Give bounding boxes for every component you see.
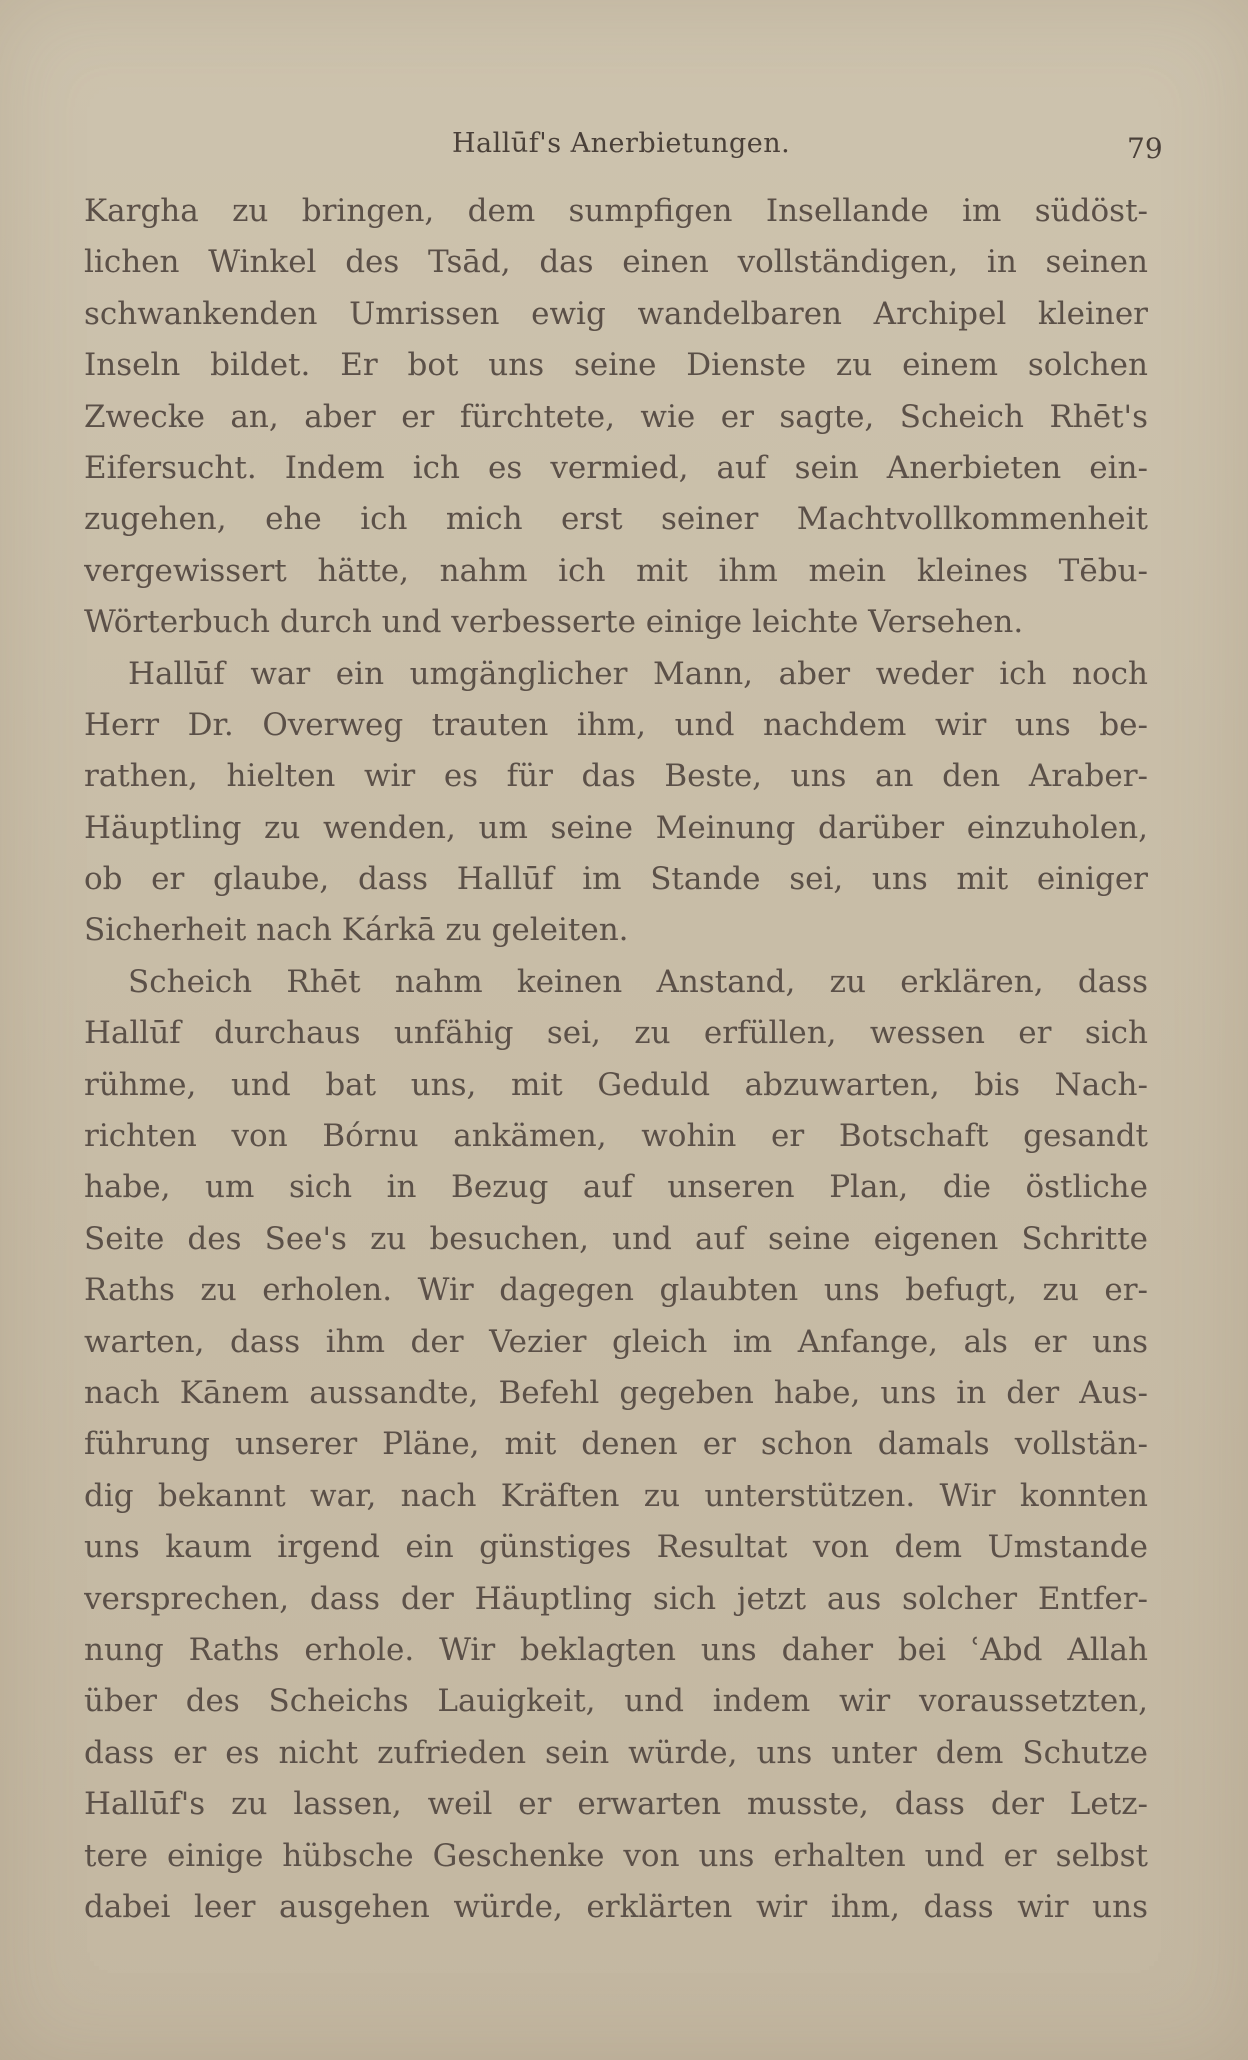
page-number: 79 bbox=[1127, 132, 1163, 165]
text-line: dabei leer ausgehen würde, erklärten wir ihm, dass wir uns bbox=[84, 1888, 1148, 1925]
text-line: nung Raths erhole. Wir beklagten uns daher bei ʿAbd Allah bbox=[84, 1631, 1148, 1668]
text-line: warten, dass ihm der Vezier gleich im Anfange, als er uns bbox=[84, 1323, 1148, 1360]
text-line: zugehen, ehe ich mich erst seiner Machtvollkommenheit bbox=[84, 501, 1148, 538]
text-line: führung unserer Pläne, mit denen er schon damals vollstän- bbox=[84, 1426, 1148, 1463]
text-line: Häuptling zu wenden, um seine Meinung darüber einzuholen, bbox=[84, 809, 1148, 846]
text-line: Hallūf's zu lassen, weil er erwarten musste, dass der Letz- bbox=[84, 1786, 1148, 1823]
text-line: Scheich Rhēt nahm keinen Anstand, zu erklären, dass bbox=[128, 963, 1148, 1000]
text-line: rühme, und bat uns, mit Geduld abzuwarten, bis Nach- bbox=[84, 1066, 1148, 1103]
text-line: Seite des See's zu besuchen, und auf seine eigenen Schritte bbox=[84, 1220, 1148, 1257]
text-line: tere einige hübsche Geschenke von uns erhalten und er selbst bbox=[84, 1837, 1148, 1874]
text-line: Wörterbuch durch und verbesserte einige leichte Versehen. bbox=[84, 604, 1024, 641]
running-head bbox=[0, 128, 1248, 172]
text-line: versprechen, dass der Häuptling sich jetzt aus solcher Entfer- bbox=[84, 1580, 1148, 1617]
running-head-title: Hallūf's Anerbietungen. bbox=[452, 128, 791, 159]
text-line: Raths zu erholen. Wir dagegen glaubten uns befugt, zu er- bbox=[84, 1272, 1148, 1309]
text-line: Hallūf war ein umgänglicher Mann, aber weder ich noch bbox=[128, 655, 1148, 692]
text-line: uns kaum irgend ein günstiges Resultat von dem Umstande bbox=[84, 1529, 1148, 1566]
text-line: rathen, hielten wir es für das Beste, uns an den Araber- bbox=[84, 758, 1148, 795]
text-line: ob er glaube, dass Hallūf im Stande sei, uns mit einiger bbox=[84, 861, 1148, 898]
text-line: Sicherheit nach Kárkā zu geleiten. bbox=[84, 912, 629, 949]
text-line: lichen Winkel des Tsād, das einen vollständigen, in seinen bbox=[84, 244, 1148, 281]
text-line: schwankenden Umrissen ewig wandelbaren Archipel kleiner bbox=[84, 295, 1148, 332]
text-line: Hallūf durchaus unfähig sei, zu erfüllen, wessen er sich bbox=[84, 1015, 1148, 1052]
text-line: richten von Bórnu ankämen, wohin er Botschaft gesandt bbox=[84, 1118, 1148, 1155]
text-line: Herr Dr. Overweg trauten ihm, und nachdem wir uns be- bbox=[84, 706, 1148, 743]
body-text bbox=[84, 186, 1148, 1933]
text-line: Zwecke an, aber er fürchtete, wie er sagte, Scheich Rhēt's bbox=[84, 398, 1148, 435]
text-line: dass er es nicht zufrieden sein würde, uns unter dem Schutze bbox=[84, 1734, 1148, 1771]
text-line: Inseln bildet. Er bot uns seine Dienste zu einem solchen bbox=[84, 347, 1148, 384]
text-line: dig bekannt war, nach Kräften zu unterstützen. Wir konnten bbox=[84, 1477, 1148, 1514]
text-line: nach Kānem aussandte, Befehl gegeben habe, uns in der Aus- bbox=[84, 1374, 1148, 1411]
text-line: vergewissert hätte, nahm ich mit ihm mein kleines Tēbu- bbox=[84, 552, 1148, 589]
text-line: über des Scheichs Lauigkeit, und indem wir voraussetzten, bbox=[84, 1683, 1148, 1720]
text-line: habe, um sich in Bezug auf unseren Plan, die östliche bbox=[84, 1169, 1148, 1206]
text-line: Eifersucht. Indem ich es vermied, auf sein Anerbieten ein- bbox=[84, 449, 1148, 486]
text-line: Kargha zu bringen, dem sumpfigen Insellande im südöst- bbox=[84, 193, 1148, 229]
